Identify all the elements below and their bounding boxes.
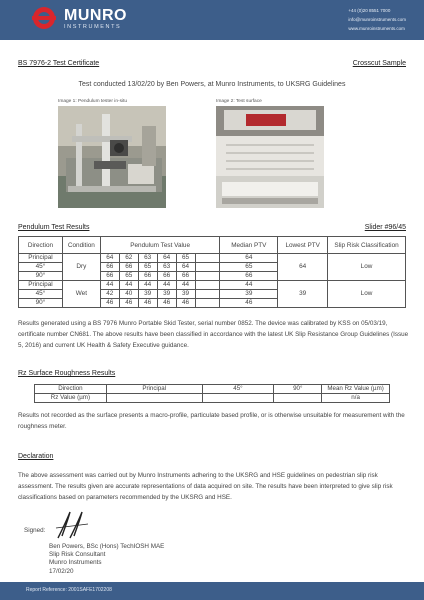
intro-line: Test conducted 13/02/20 by Ben Powers, at Munro Instruments, to UKSRG Guidelines [78,81,346,88]
ptv-spacer-cell [195,290,220,299]
signer-block [49,543,164,576]
rz-header-45: 45° [202,385,274,394]
rz-value-row [35,394,390,403]
image2-caption: Image 2: Test surface [216,99,262,104]
header-slip-risk: Slip Risk Classification [328,237,406,254]
ptv-cell: 65 [176,254,195,263]
sample-title: Crosscut Sample [352,60,406,67]
header-condition: Condition [62,237,100,254]
condition-cell: Wet [62,281,100,308]
ptv-cell: 44 [119,281,138,290]
ptv-cell: 39 [176,290,195,299]
contact-info [348,6,406,33]
ptv-cell: 46 [100,299,119,308]
median-cell: 39 [220,290,278,299]
ptv-cell: 64 [157,254,176,263]
brand-subtitle: INSTRUMENTS [64,24,122,30]
table-header-row [19,237,406,254]
ptv-cell: 66 [138,272,157,281]
ptv-cell: 46 [176,299,195,308]
report-reference: Report Reference: 2001SAFE1702208 [26,587,112,593]
ptv-cell: 66 [157,272,176,281]
pendulum-note: Results generated using a BS 7976 Munro Portable Skid Tester, serial number 0852. The device was calibrated by KSS on 05/03/19, certificate number CN681. The above results have been classified in accordance with the latest UK Slip Resistance Group Guidelines (Issue 5, 2016) and current UK Health & Safety Executive guidance. [18,320,409,349]
direction-cell: Principal [19,281,63,290]
table-row [19,254,406,263]
median-cell: 66 [220,272,278,281]
ptv-cell: 44 [157,281,176,290]
page-header [0,0,424,40]
rz-note: Results not recorded as the surface presents a macro-profile, particulate based profile, or is otherwise unsuitable for measurement with the roughness meter. [18,412,405,430]
direction-cell: 45° [19,290,63,299]
rz-value-cell [106,394,202,403]
ptv-cell: 40 [119,290,138,299]
contact-website[interactable]: www.munroinstruments.com [348,26,405,31]
declaration-text: The above assessment was carried out by Munro Instruments adhering to the UKSRG and HSE guidelines on pedestrian slip risk assessment. The results given are accurate representations of data acquired on site. The results have been interpreted to give slip risk classifications based on parameters recommended by the UKSRG and HSE. [18,472,393,501]
rz-header-row [35,385,390,394]
rz-header-90: 90° [274,385,322,394]
page-footer [0,582,424,600]
ptv-cell: 46 [119,299,138,308]
ptv-cell: 46 [138,299,157,308]
ptv-cell: 46 [157,299,176,308]
ptv-spacer-cell [195,263,220,272]
condition-cell: Dry [62,254,100,281]
brand-name: MUNRO [64,7,127,24]
direction-cell: 45° [19,263,63,272]
ptv-cell: 39 [157,290,176,299]
signed-label: Signed: [24,527,46,534]
pendulum-section-title: Pendulum Test Results [18,224,90,231]
ptv-cell: 66 [176,272,195,281]
median-cell: 46 [220,299,278,308]
header-lowest-ptv: Lowest PTV [278,237,328,254]
ptv-cell: 42 [100,290,119,299]
rz-results-table [34,384,390,403]
rz-header-principal: Principal [106,385,202,394]
rz-mean-cell: n/a [322,394,390,403]
ptv-cell: 44 [100,281,119,290]
test-surface-photo [216,106,324,208]
signer-company: Munro Instruments [49,559,102,567]
lowest-cell: 64 [278,254,328,281]
ptv-cell: 44 [176,281,195,290]
ptv-spacer-cell [195,272,220,281]
ptv-cell: 64 [176,263,195,272]
ptv-cell: 66 [100,272,119,281]
rz-value-cell [202,394,274,403]
ptv-cell: 66 [100,263,119,272]
ptv-cell: 64 [100,254,119,263]
contact-phone: +44 (0)20 8551 7000 [348,8,391,13]
signature-icon [54,508,98,540]
slider-label: Slider #96/45 [364,224,406,231]
rz-value-cell [274,394,322,403]
ptv-cell: 63 [138,254,157,263]
munro-logo-icon [28,4,60,34]
certificate-title: BS 7976-2 Test Certificate [18,60,100,67]
pendulum-results-table [18,236,406,308]
ptv-cell: 65 [119,272,138,281]
rz-section-title: Rz Surface Roughness Results [18,370,116,377]
signer-date: 17/02/20 [49,567,74,575]
direction-cell: 90° [19,272,63,281]
contact-email[interactable]: info@munroinstruments.com [348,17,406,22]
rz-row-label: Rz Value (µm) [35,394,107,403]
direction-cell: Principal [19,254,63,263]
direction-cell: 90° [19,299,63,308]
risk-cell: Low [328,254,406,281]
ptv-cell: 66 [119,263,138,272]
median-cell: 65 [220,263,278,272]
ptv-cell: 62 [119,254,138,263]
lowest-cell: 39 [278,281,328,308]
signer-name: Ben Powers, BSc (Hons) TechIOSH MAE [49,543,165,550]
ptv-spacer-cell [195,281,220,290]
ptv-cell: 63 [157,263,176,272]
rz-header-direction: Direction [35,385,107,394]
pendulum-tester-photo [58,106,166,208]
ptv-cell: 44 [138,281,157,290]
header-direction: Direction [19,237,63,254]
rz-header-mean: Mean Rz Value (µm) [322,385,390,394]
risk-cell: Low [328,281,406,308]
ptv-cell: 65 [138,263,157,272]
median-cell: 64 [220,254,278,263]
image1-caption: Image 1: Pendulum tester in-situ [58,99,128,104]
median-cell: 44 [220,281,278,290]
signer-role: Slip Risk Consultant [49,551,106,559]
ptv-cell: 39 [138,290,157,299]
table-row [19,281,406,290]
header-median-ptv: Median PTV [220,237,278,254]
declaration-title: Declaration [18,453,54,460]
header-pendulum-value: Pendulum Test Value [100,237,220,254]
ptv-spacer-cell [195,299,220,308]
ptv-spacer-cell [195,254,220,263]
